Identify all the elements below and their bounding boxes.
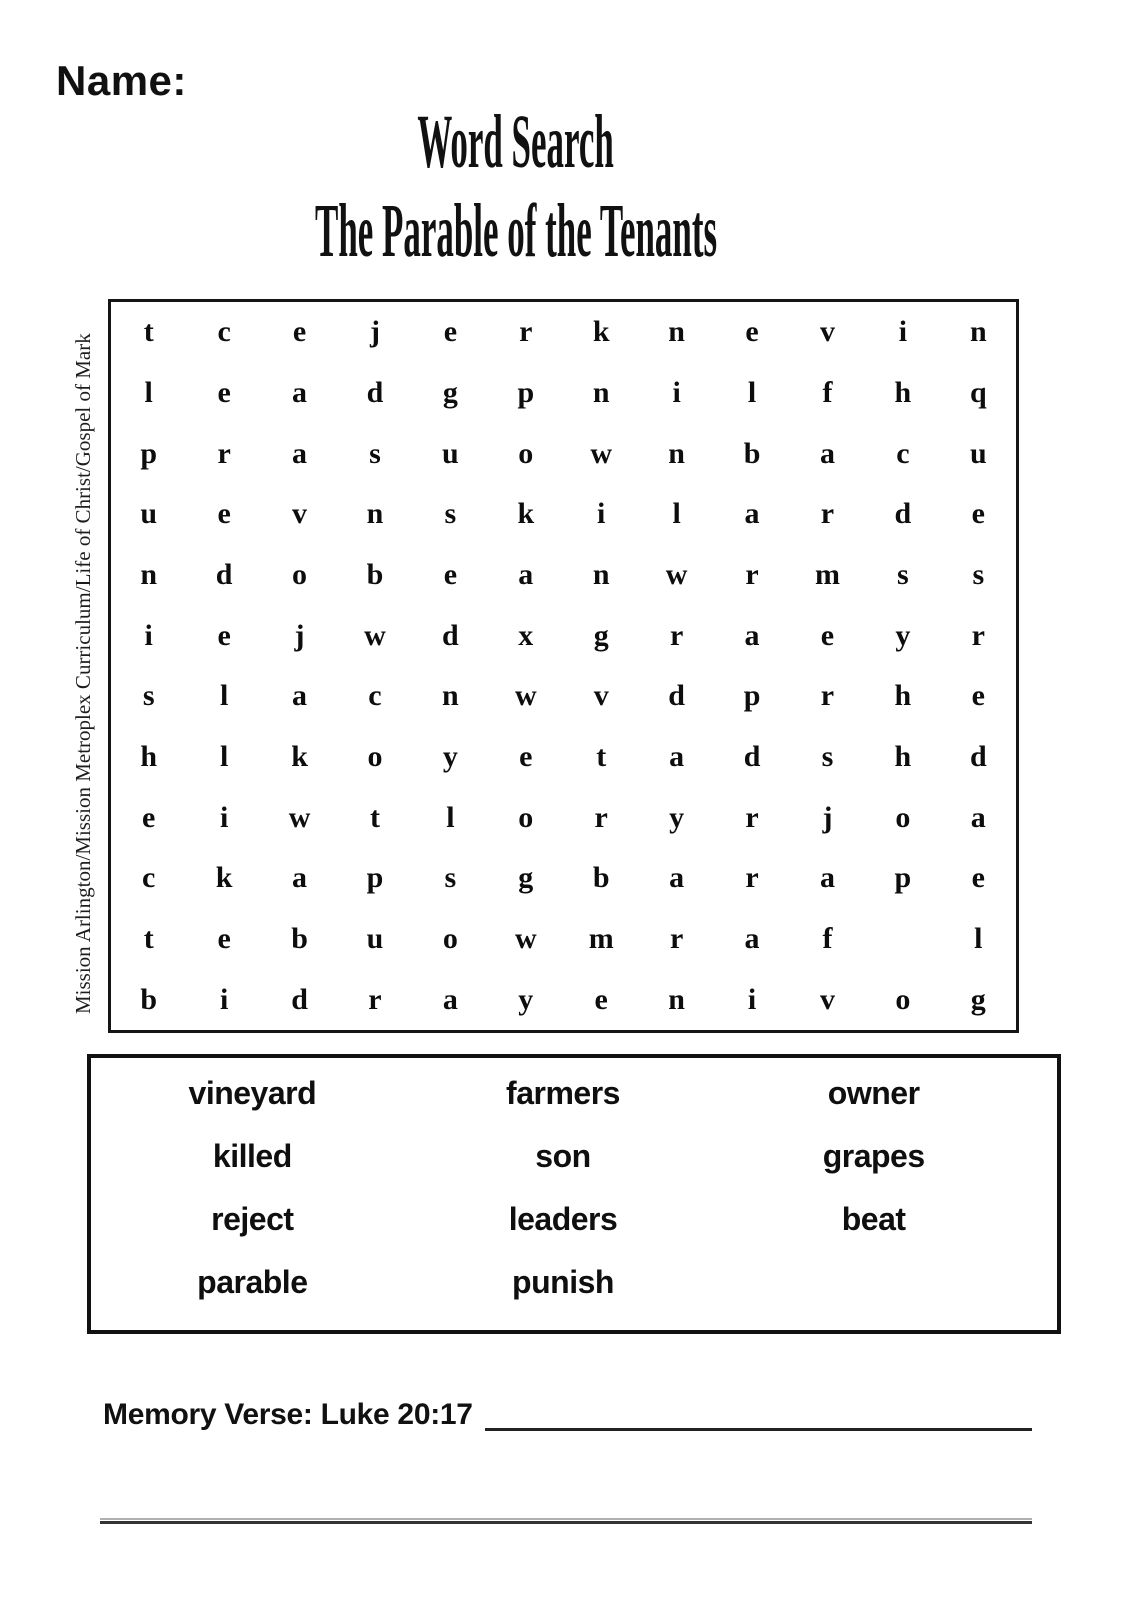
grid-cell: r (594, 800, 608, 834)
grid-cell: e (443, 315, 458, 349)
grid-cell: a (669, 739, 685, 773)
grid-cell: m (814, 557, 840, 591)
grid-cell: l (974, 921, 983, 955)
grid-cell: l (219, 679, 229, 713)
grid-cell: n (668, 436, 685, 470)
grid-cell: e (971, 497, 985, 531)
grid-cell: a (518, 557, 534, 591)
grid-cell-empty (865, 909, 940, 970)
grid-cell: d (743, 739, 761, 773)
grid-cell: j (822, 800, 833, 834)
grid-cell: a (442, 982, 458, 1016)
grid-cell: p (894, 861, 912, 895)
grid-cell: a (819, 436, 835, 470)
grid-cell: n (969, 315, 987, 349)
grid-cell: a (292, 861, 308, 895)
grid-cell: l (219, 739, 229, 773)
curriculum-credit: Mission Arlington/Mission Metroplex Curriculum/Life of Christ/Gospel of Mark (71, 333, 95, 1014)
grid-cell: o (367, 739, 383, 773)
grid-cell: n (668, 315, 685, 349)
grid-cell: l (446, 800, 455, 834)
grid-cell: a (292, 679, 308, 713)
grid-cell: d (969, 739, 987, 773)
title-line-2-wrap (0, 187, 1032, 276)
grid-cell: d (215, 557, 233, 591)
grid-cell: e (443, 557, 458, 591)
grid-cell: s (444, 497, 457, 531)
grid-cell: n (592, 375, 610, 409)
grid-cell: g (518, 861, 534, 895)
word-bank-item: son (535, 1138, 591, 1174)
grid-cell: b (291, 921, 308, 955)
memory-verse-write-line (485, 1398, 1032, 1431)
grid-cell: p (140, 436, 158, 470)
grid-cell: n (668, 982, 685, 1016)
grid-cell: s (369, 436, 381, 470)
word-bank-item: farmers (506, 1075, 620, 1111)
grid-cell: e (217, 921, 231, 955)
grid-cell: u (366, 921, 384, 955)
name-label: Name: (56, 57, 187, 104)
grid-cell: d (894, 497, 912, 531)
word-bank-item: reject (211, 1201, 294, 1237)
grid-cell: a (669, 861, 685, 895)
grid-cell: r (217, 436, 231, 470)
word-bank-box (87, 1054, 1061, 1334)
grid-cell: t (143, 315, 154, 349)
grid-cell: e (971, 679, 985, 713)
grid-cell: b (366, 557, 384, 591)
grid-cell: y (518, 982, 534, 1016)
grid-cell: f (822, 375, 833, 409)
grid-cell: m (588, 921, 614, 955)
memory-verse-row (103, 1398, 1032, 1431)
grid-cell: y (895, 618, 911, 652)
grid-cell: r (820, 497, 835, 531)
grid-cell: i (144, 618, 153, 652)
grid-cell: a (292, 436, 308, 470)
grid-cell: s (444, 861, 457, 895)
grid-cell: a (970, 800, 986, 834)
grid-cell: h (140, 739, 158, 773)
grid-cell: c (217, 315, 231, 349)
grid-cell: i (747, 982, 757, 1016)
grid-cell: n (592, 557, 610, 591)
grid-cell: l (144, 375, 153, 409)
grid-cell: j (369, 315, 380, 349)
grid-cell: a (744, 921, 760, 955)
grid-cell: o (518, 800, 534, 834)
grid-cell: x (518, 618, 534, 652)
grid-cell: b (743, 436, 761, 470)
grid-cell: e (971, 861, 985, 895)
grid-cell: e (594, 982, 608, 1016)
grid-cell: p (517, 375, 535, 409)
grid-cell: e (820, 618, 835, 652)
grid-cell: k (517, 497, 535, 531)
grid-cell: e (217, 375, 231, 409)
grid-cell: l (747, 375, 757, 409)
grid-cell: b (140, 982, 158, 1016)
grid-cell: p (366, 861, 384, 895)
grid-cell: g (593, 618, 609, 652)
grid-cell: d (668, 679, 685, 713)
grid-cell: i (219, 800, 229, 834)
grid-cell: i (898, 315, 908, 349)
grid-cell: u (442, 436, 459, 470)
title-line-2: The Parable of the Tenants (314, 189, 718, 273)
grid-cell: t (143, 921, 154, 955)
grid-cell: r (971, 618, 985, 652)
puzzle-grid-box (108, 299, 1019, 1033)
grid-cell: w (364, 618, 386, 652)
grid-cell: v (593, 679, 609, 713)
word-bank-item: punish (512, 1264, 614, 1300)
grid-cell: w (288, 800, 311, 834)
grid-cell: o (895, 800, 911, 834)
word-bank-empty-cell (718, 1251, 1029, 1314)
grid-cell: c (368, 679, 382, 713)
grid-cell: s (972, 557, 985, 591)
grid-cell: h (894, 739, 912, 773)
grid-cell: o (518, 436, 534, 470)
answer-write-line (100, 1521, 1032, 1524)
grid-cell: l (672, 497, 681, 531)
word-bank-item: vineyard (188, 1075, 317, 1111)
word-bank-item: killed (212, 1138, 292, 1174)
grid-cell: r (820, 679, 835, 713)
grid-cell: n (366, 497, 384, 531)
grid-cell: w (514, 679, 537, 713)
grid-cell: s (821, 739, 834, 773)
grid-cell: t (369, 800, 380, 834)
grid-cell: c (896, 436, 910, 470)
grid-cell: f (822, 921, 833, 955)
grid-cell: v (819, 315, 835, 349)
grid-cell: e (519, 739, 533, 773)
grid-cell: i (597, 497, 606, 531)
grid-cell: r (745, 861, 759, 895)
grid-cell: w (590, 436, 613, 470)
grid-cell: b (592, 861, 610, 895)
grid-cell: d (291, 982, 308, 1016)
word-bank-item: owner (827, 1075, 920, 1111)
word-bank-item: leaders (508, 1201, 618, 1237)
grid-cell: e (217, 618, 231, 652)
grid-cell: u (140, 497, 158, 531)
grid-cell: o (442, 921, 458, 955)
grid-cell: v (819, 982, 835, 1016)
grid-cell: v (292, 497, 308, 531)
grid-cell: u (969, 436, 987, 470)
grid-cell: j (294, 618, 305, 652)
grid-cell: c (142, 861, 156, 895)
title-line-1-wrap (0, 98, 1032, 187)
grid-cell: e (217, 497, 231, 531)
worksheet-title (0, 98, 1032, 276)
grid-cell: d (442, 618, 459, 652)
grid-cell: k (592, 315, 610, 349)
word-bank-item: parable (197, 1264, 308, 1300)
grid-cell: o (895, 982, 911, 1016)
grid-cell: e (292, 315, 307, 349)
grid-cell: i (219, 982, 229, 1016)
grid-cell: w (514, 921, 537, 955)
grid-cell: o (292, 557, 308, 591)
word-bank-item: grapes (822, 1138, 925, 1174)
grid-cell: r (368, 982, 382, 1016)
grid-cell: s (142, 679, 155, 713)
grid-cell: y (669, 800, 685, 834)
grid-cell: k (291, 739, 308, 773)
grid-cell: a (292, 375, 308, 409)
grid-cell: q (969, 375, 987, 409)
grid-cell: r (519, 315, 533, 349)
letter-grid (111, 302, 1016, 1030)
grid-cell: d (366, 375, 384, 409)
grid-cell: g (442, 375, 458, 409)
grid-cell: t (596, 739, 607, 773)
grid-cell: e (745, 315, 759, 349)
grid-cell: r (745, 800, 759, 834)
grid-cell: a (744, 618, 760, 652)
title-line-1: Word Search (417, 100, 615, 184)
grid-cell: s (897, 557, 909, 591)
grid-cell: i (672, 375, 681, 409)
grid-cell: h (894, 679, 912, 713)
word-bank-item: beat (841, 1201, 906, 1237)
grid-cell: n (442, 679, 459, 713)
grid-cell: e (142, 800, 156, 834)
grid-cell: r (669, 921, 684, 955)
answer-line-shadow (100, 1518, 1032, 1520)
grid-cell: p (743, 679, 761, 713)
word-bank (91, 1058, 1057, 1330)
grid-cell: r (745, 557, 759, 591)
grid-cell: k (215, 861, 233, 895)
grid-cell: y (442, 739, 458, 773)
grid-cell: n (140, 557, 158, 591)
grid-cell: h (894, 375, 912, 409)
grid-cell: r (669, 618, 684, 652)
grid-cell: g (970, 982, 986, 1016)
grid-cell: w (665, 557, 688, 591)
grid-cell: a (744, 497, 760, 531)
memory-verse-label: Memory Verse: Luke 20:17 (103, 1398, 473, 1431)
grid-cell: a (819, 861, 835, 895)
